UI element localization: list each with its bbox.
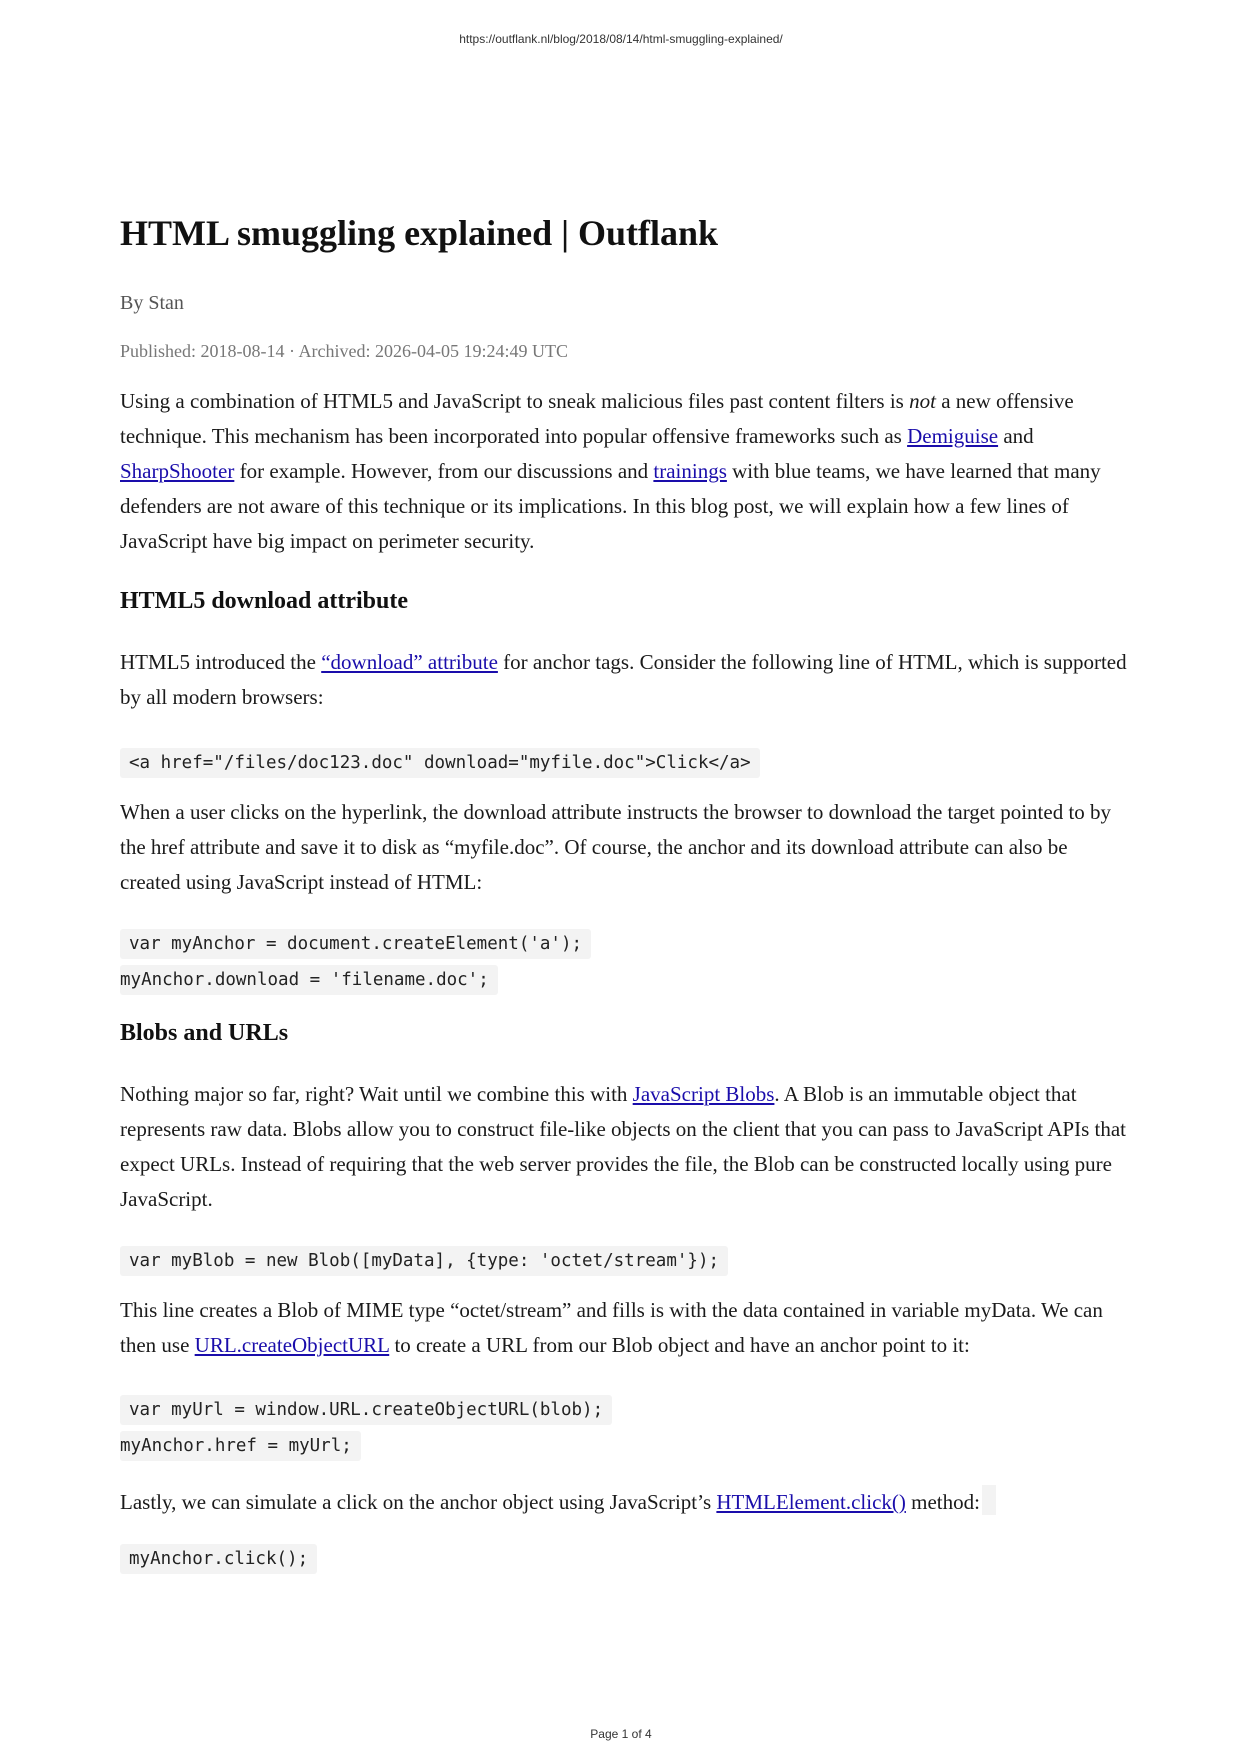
intro-paragraph: Using a combination of HTML5 and JavaScript to sneak malicious files past content filters is not a new offensive technique. This mechanism has been incorporated into popular offensive frameworks such as Demiguise and SharpShooter for example. However, from our discussions and trainings with blue teams, we have learned that many defenders are not aware of this technique or its implications. In this blog post, we will explain how a few lines of JavaScript have big impact on perimeter security. bbox=[120, 389, 1101, 553]
code-line: var myAnchor = document.createElement('a'); bbox=[120, 929, 591, 959]
link-htmlelement-click[interactable]: HTMLElement.click() bbox=[716, 1490, 906, 1514]
code-line: var myBlob = new Blob([myData], {type: 'octet/stream'}); bbox=[120, 1246, 728, 1276]
code-snippet-blob bbox=[120, 1243, 728, 1279]
inline-code-remnant bbox=[982, 1485, 996, 1515]
link-trainings[interactable]: trainings bbox=[653, 459, 727, 483]
download-paragraph: HTML5 introduced the “download” attribute for anchor tags. Consider the following line of HTML, which is supported by all modern browsers: bbox=[120, 650, 1127, 709]
link-download-attribute[interactable]: “download” attribute bbox=[321, 650, 498, 674]
code-line: myAnchor.download = 'filename.doc'; bbox=[120, 965, 498, 995]
heading-blobs-and-urls: Blobs and URLs bbox=[120, 1020, 289, 1046]
code-line: myAnchor.href = myUrl; bbox=[120, 1431, 361, 1461]
blobs-paragraph: Nothing major so far, right? Wait until we combine this with JavaScript Blobs. A Blob is an immutable object that represents raw data. Blobs allow you to construct file-like objects on the client that you can pass to JavaScript APIs that expect URLs. Instead of requiring that the web server provides the file, the Blob can be constructed locally using pure JavaScript. bbox=[120, 1082, 1127, 1211]
code-line: <a href="/files/doc123.doc" download="myfile.doc">Click</a> bbox=[120, 748, 760, 778]
heading-download-attribute: HTML5 download attribute bbox=[120, 588, 409, 614]
link-sharpshooter[interactable]: SharpShooter bbox=[120, 459, 235, 483]
code-line: myAnchor.click(); bbox=[120, 1544, 317, 1574]
mime-paragraph: This line creates a Blob of MIME type “octet/stream” and fills is with the data contained in variable myData. We can then use URL.createObjectURL to create a URL from our Blob object and have an anchor point to it: bbox=[120, 1298, 1103, 1357]
author-byline: By Stan bbox=[120, 292, 184, 314]
page-title: HTML smuggling explained | Outflank bbox=[120, 213, 719, 253]
code-snippet-create-anchor bbox=[120, 926, 591, 998]
code-snippet-object-url bbox=[120, 1392, 612, 1464]
page-url: https://outflank.nl/blog/2018/08/14/html-smuggling-explained/ bbox=[459, 32, 783, 46]
anchor-explanation-paragraph: When a user clicks on the hyperlink, the download attribute instructs the browser to download the target pointed to by the href attribute and save it to disk as “myfile.doc”. Of course, the anchor and its download attribute can also be created using JavaScript instead of HTML: bbox=[120, 800, 1112, 894]
code-snippet-click bbox=[120, 1541, 317, 1577]
link-demiguise[interactable]: Demiguise bbox=[907, 424, 999, 448]
click-paragraph: Lastly, we can simulate a click on the anchor object using JavaScript’s HTMLElement.click() method: bbox=[120, 1485, 1130, 1520]
emphasis-not: not bbox=[909, 389, 936, 413]
publish-meta: Published: 2018-08-14 · Archived: 2026-04-05 19:24:49 UTC bbox=[120, 341, 568, 361]
link-javascript-blobs[interactable]: JavaScript Blobs bbox=[632, 1082, 775, 1106]
code-snippet-anchor bbox=[120, 745, 760, 781]
code-line: var myUrl = window.URL.createObjectURL(blob); bbox=[120, 1395, 612, 1425]
page-number: Page 1 of 4 bbox=[590, 1727, 652, 1741]
link-create-object-url[interactable]: URL.createObjectURL bbox=[194, 1333, 390, 1357]
